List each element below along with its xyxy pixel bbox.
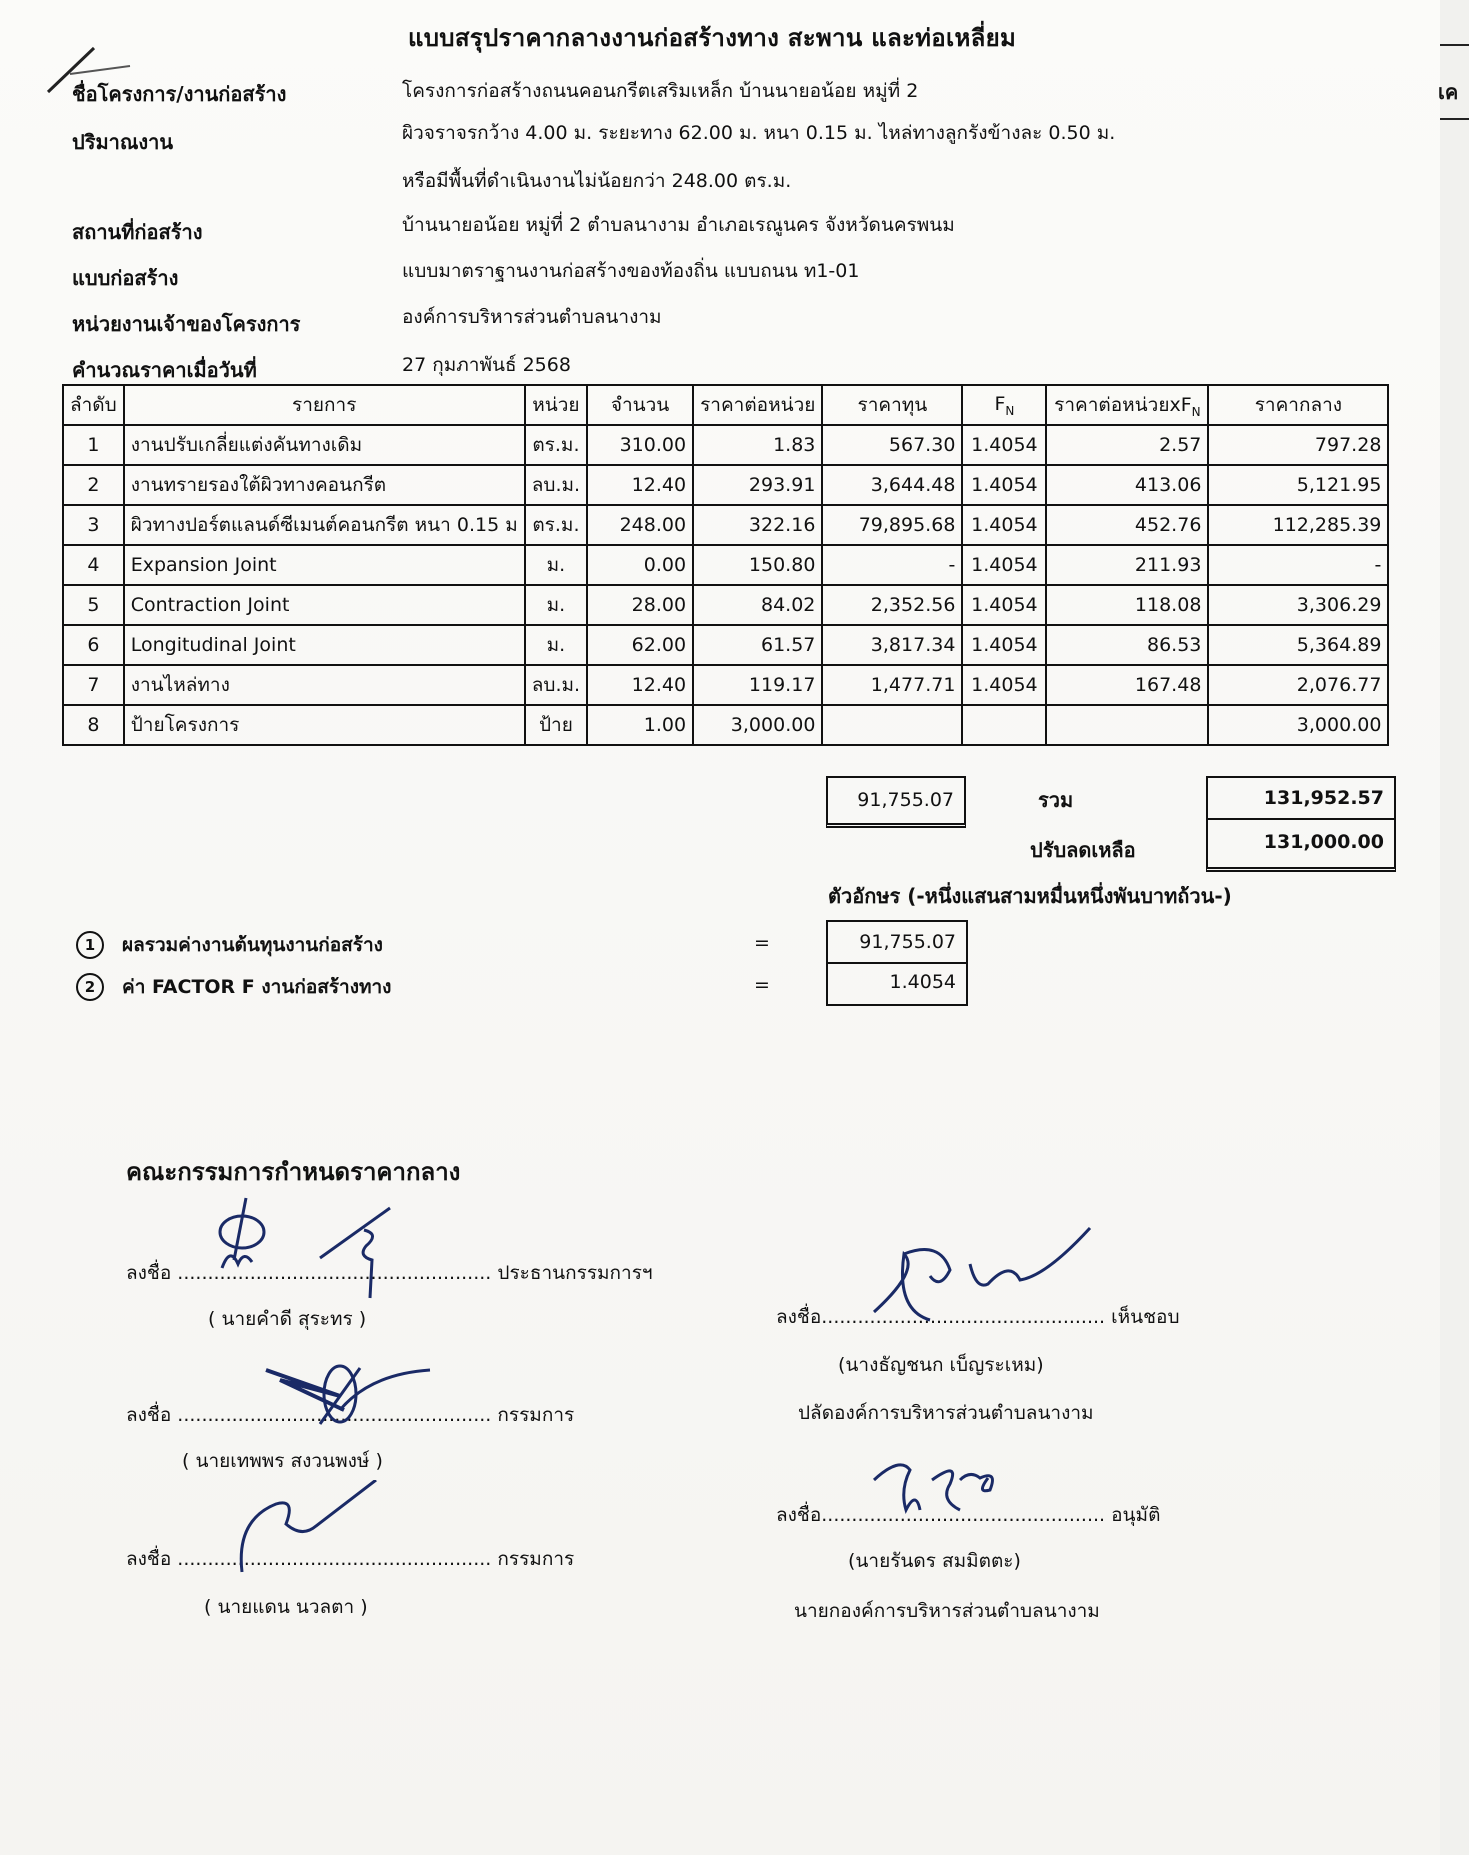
construction-cost-box [826,920,968,964]
cell-factor: 1.4054 [962,585,1046,625]
cell-description: งานทรายรองใต้ผิวทางคอนกรีต [124,465,525,505]
committee-title: คณะกรรมการกำหนดราคากลาง [126,1158,461,1186]
header-unit: หน่วย [525,385,587,425]
cell-factor: 1.4054 [962,545,1046,585]
cell-middle-price: 2,076.77 [1208,665,1388,705]
table-row [63,505,1388,545]
work-quantity-label: ปริมาณงาน [72,130,174,154]
cell-unit-price-x-factor: 86.53 [1046,625,1208,665]
header-unit-price-x-factor [1046,385,1208,425]
signer-position-endorse: ปลัดองค์การบริหารส่วนตำบลนางาม [798,1402,1094,1424]
rounded-label: ปรับลดเหลือ [1030,838,1136,862]
signer-role: ประธานกรรมการฯ [497,1262,653,1284]
cell-unit-price: 1.83 [693,425,822,465]
cell-unit: ตร.ม. [525,505,587,545]
location-value: บ้านนายอน้อย หมู่ที่ 2 ตำบลนางาม อำเภอเรณูนคร จังหวัดนครพนม [402,214,955,236]
cell-unit-price-x-factor: 413.06 [1046,465,1208,505]
sign-prefix: ลงชื่อ [776,1504,822,1526]
cell-unit: ม. [525,585,587,625]
cell-unit-price: 3,000.00 [693,705,822,745]
header-factor-sub: N [1005,403,1015,418]
cell-quantity: 62.00 [587,625,693,665]
table-header-row [63,385,1388,425]
cell-unit-price: 293.91 [693,465,822,505]
calc-date-label: คำนวณราคาเมื่อวันที่ [72,358,257,382]
cell-middle-price: 112,285.39 [1208,505,1388,545]
cell-factor [962,705,1046,745]
cell-middle-price: - [1208,545,1388,585]
header-unit-price: ราคาต่อหน่วย [693,385,822,425]
cell-description: งานไหล่ทาง [124,665,525,705]
signer-name-approve: (นายรันดร สมมิตตะ) [848,1550,1021,1572]
cell-middle-price: 5,121.95 [1208,465,1388,505]
number-2-icon: 2 [76,973,104,1001]
table-row [63,585,1388,625]
cell-unit: ป้าย [525,705,587,745]
factor-value: 1.4054 [889,971,956,993]
cell-unit-price-x-factor: 2.57 [1046,425,1208,465]
cell-cost: 79,895.68 [822,505,962,545]
header-no: ลำดับ [63,385,124,425]
sign-prefix: ลงชื่อ [126,1548,172,1570]
cell-no: 8 [63,705,124,745]
summary-label: ค่า FACTOR F งานก่อสร้างทาง [122,976,392,998]
table-row [63,465,1388,505]
cell-description: ผิวทางปอร์ตแลนด์ซีเมนต์คอนกรีต หนา 0.15 ม [124,505,525,545]
cell-description: Contraction Joint [124,585,525,625]
owner-agency-label: หน่วยงานเจ้าของโครงการ [72,312,301,336]
cell-description: Expansion Joint [124,545,525,585]
rounded-price-value: 131,000.00 [1263,831,1384,853]
equals-sign: = [754,932,770,954]
sign-prefix: ลงชื่อ [776,1306,822,1328]
middle-price-total-box [1206,776,1396,820]
handwritten-signature-icon [860,1220,1110,1330]
cost-estimate-table [62,384,1389,746]
signature-dots: .................................................... [177,1404,492,1426]
cell-quantity: 1.00 [587,705,693,745]
header-description: รายการ [124,385,525,425]
signer-name-member-1: ( นายเทพพร สงวนพงษ์ ) [182,1450,383,1472]
signer-position-approve: นายกองค์การบริหารส่วนตำบลนางาม [794,1600,1100,1622]
cell-middle-price: 3,306.29 [1208,585,1388,625]
cell-description: ป้ายโครงการ [124,705,525,745]
design-value: แบบมาตราฐานงานก่อสร้างของท้องถิ่น แบบถนน ท1-01 [402,260,860,282]
table-row [63,665,1388,705]
number-1-icon: 1 [76,931,104,959]
cell-middle-price: 5,364.89 [1208,625,1388,665]
cell-description: Longitudinal Joint [124,625,525,665]
header-middle-price: ราคากลาง [1208,385,1388,425]
cell-quantity: 248.00 [587,505,693,545]
summary-item-factor [76,972,391,1002]
cell-no: 6 [63,625,124,665]
cell-unit-price: 322.16 [693,505,822,545]
cell-unit: ม. [525,625,587,665]
cell-cost: - [822,545,962,585]
handwritten-signature-icon [236,1480,386,1580]
handwritten-signature-icon [210,1190,410,1300]
table-row [63,625,1388,665]
adjacent-page-text: เค [1438,80,1459,104]
header-upfn-sub: N [1191,404,1201,419]
handwritten-signature-icon [260,1360,440,1440]
total-label: รวม [1038,788,1074,812]
cell-cost: 3,644.48 [822,465,962,505]
cell-cost: 2,352.56 [822,585,962,625]
signature-dots: ............................................... [821,1504,1106,1526]
project-name-value: โครงการก่อสร้างถนนคอนกรีตเสริมเหล็ก บ้านนายอน้อย หมู่ที่ 2 [402,80,919,102]
signer-role: กรรมการ [497,1404,575,1426]
cell-unit-price-x-factor: 452.76 [1046,505,1208,545]
amount-in-words: ตัวอักษร (-หนึ่งแสนสามหมื่นหนึ่งพันบาทถ้วน-) [828,884,1232,908]
owner-agency-value: องค์การบริหารส่วนตำบลนางาม [402,306,662,328]
cost-total-value: 91,755.07 [857,789,954,811]
signer-name-chairman: ( นายคำดี สุระทร ) [208,1308,367,1330]
cell-description: งานปรับเกลี่ยแต่งคันทางเดิม [124,425,525,465]
cell-no: 2 [63,465,124,505]
signature-dots: .................................................... [177,1548,492,1570]
cell-no: 1 [63,425,124,465]
cost-total-box [826,776,966,828]
cell-middle-price: 797.28 [1208,425,1388,465]
table-row [63,705,1388,745]
cell-cost [822,705,962,745]
rounded-price-box [1206,820,1396,872]
cell-unit: ม. [525,545,587,585]
table-row [63,545,1388,585]
cell-unit-price: 84.02 [693,585,822,625]
cell-factor: 1.4054 [962,665,1046,705]
cell-unit-price: 119.17 [693,665,822,705]
cell-factor: 1.4054 [962,425,1046,465]
signer-role: เห็นชอบ [1111,1306,1180,1328]
cell-cost: 1,477.71 [822,665,962,705]
header-quantity: จำนวน [587,385,693,425]
cell-unit: ลบ.ม. [525,665,587,705]
location-label: สถานที่ก่อสร้าง [72,220,203,244]
document-title: แบบสรุปราคากลางงานก่อสร้างทาง สะพาน และท่อเหลี่ยม [408,24,1017,52]
header-cost: ราคาทุน [822,385,962,425]
cell-quantity: 12.40 [587,665,693,705]
header-upfn-main: ราคาต่อหน่วยxF [1054,394,1192,416]
adjacent-page-rule [1440,44,1469,46]
cell-cost: 567.30 [822,425,962,465]
construction-cost-value: 91,755.07 [859,931,956,953]
cell-unit-price: 150.80 [693,545,822,585]
cell-quantity: 310.00 [587,425,693,465]
adjacent-page-edge [1440,0,1469,1855]
summary-item-construction-cost [76,930,383,960]
signer-role: กรรมการ [497,1548,575,1570]
design-label: แบบก่อสร้าง [72,266,179,290]
cell-unit: ลบ.ม. [525,465,587,505]
cell-factor: 1.4054 [962,505,1046,545]
cell-no: 5 [63,585,124,625]
cell-unit: ตร.ม. [525,425,587,465]
header-factor [962,385,1046,425]
cell-unit-price-x-factor: 167.48 [1046,665,1208,705]
calc-date-value: 27 กุมภาพันธ์ 2568 [402,354,571,376]
equals-sign: = [754,974,770,996]
work-area-value: หรือมีพื้นที่ดำเนินงานไม่น้อยกว่า 248.00 ตร.ม. [402,170,792,192]
cell-middle-price: 3,000.00 [1208,705,1388,745]
cell-unit-price: 61.57 [693,625,822,665]
cell-no: 3 [63,505,124,545]
cell-unit-price-x-factor [1046,705,1208,745]
factor-box [826,962,968,1006]
table-row [63,425,1388,465]
header-factor-main: F [994,392,1006,415]
cell-no: 4 [63,545,124,585]
cell-no: 7 [63,665,124,705]
cell-cost: 3,817.34 [822,625,962,665]
cell-factor: 1.4054 [962,465,1046,505]
cell-factor: 1.4054 [962,625,1046,665]
signature-dots: ............................................... [821,1306,1106,1328]
handwritten-signature-icon [870,1450,1050,1530]
summary-label: ผลรวมค่างานต้นทุนงานก่อสร้าง [122,934,383,956]
sign-prefix: ลงชื่อ [126,1404,172,1426]
signer-name-endorse: (นางธัญชนก เบ็ญระเหม) [838,1354,1044,1376]
signer-role: อนุมัติ [1111,1504,1161,1526]
sign-prefix: ลงชื่อ [126,1262,172,1284]
work-quantity-value: ผิวจราจรกว้าง 4.00 ม. ระยะทาง 62.00 ม. หนา 0.15 ม. ไหล่ทางลูกรังข้างละ 0.50 ม. [402,122,1116,144]
signer-name-member-2: ( นายแดน นวลตา ) [204,1596,368,1618]
cell-unit-price-x-factor: 118.08 [1046,585,1208,625]
adjacent-page-rule [1440,118,1469,120]
middle-price-total-value: 131,952.57 [1263,787,1384,809]
cell-quantity: 0.00 [587,545,693,585]
cell-unit-price-x-factor: 211.93 [1046,545,1208,585]
signature-dots: .................................................... [177,1262,492,1284]
cell-quantity: 28.00 [587,585,693,625]
project-name-label: ชื่อโครงการ/งานก่อสร้าง [72,82,287,106]
cell-quantity: 12.40 [587,465,693,505]
